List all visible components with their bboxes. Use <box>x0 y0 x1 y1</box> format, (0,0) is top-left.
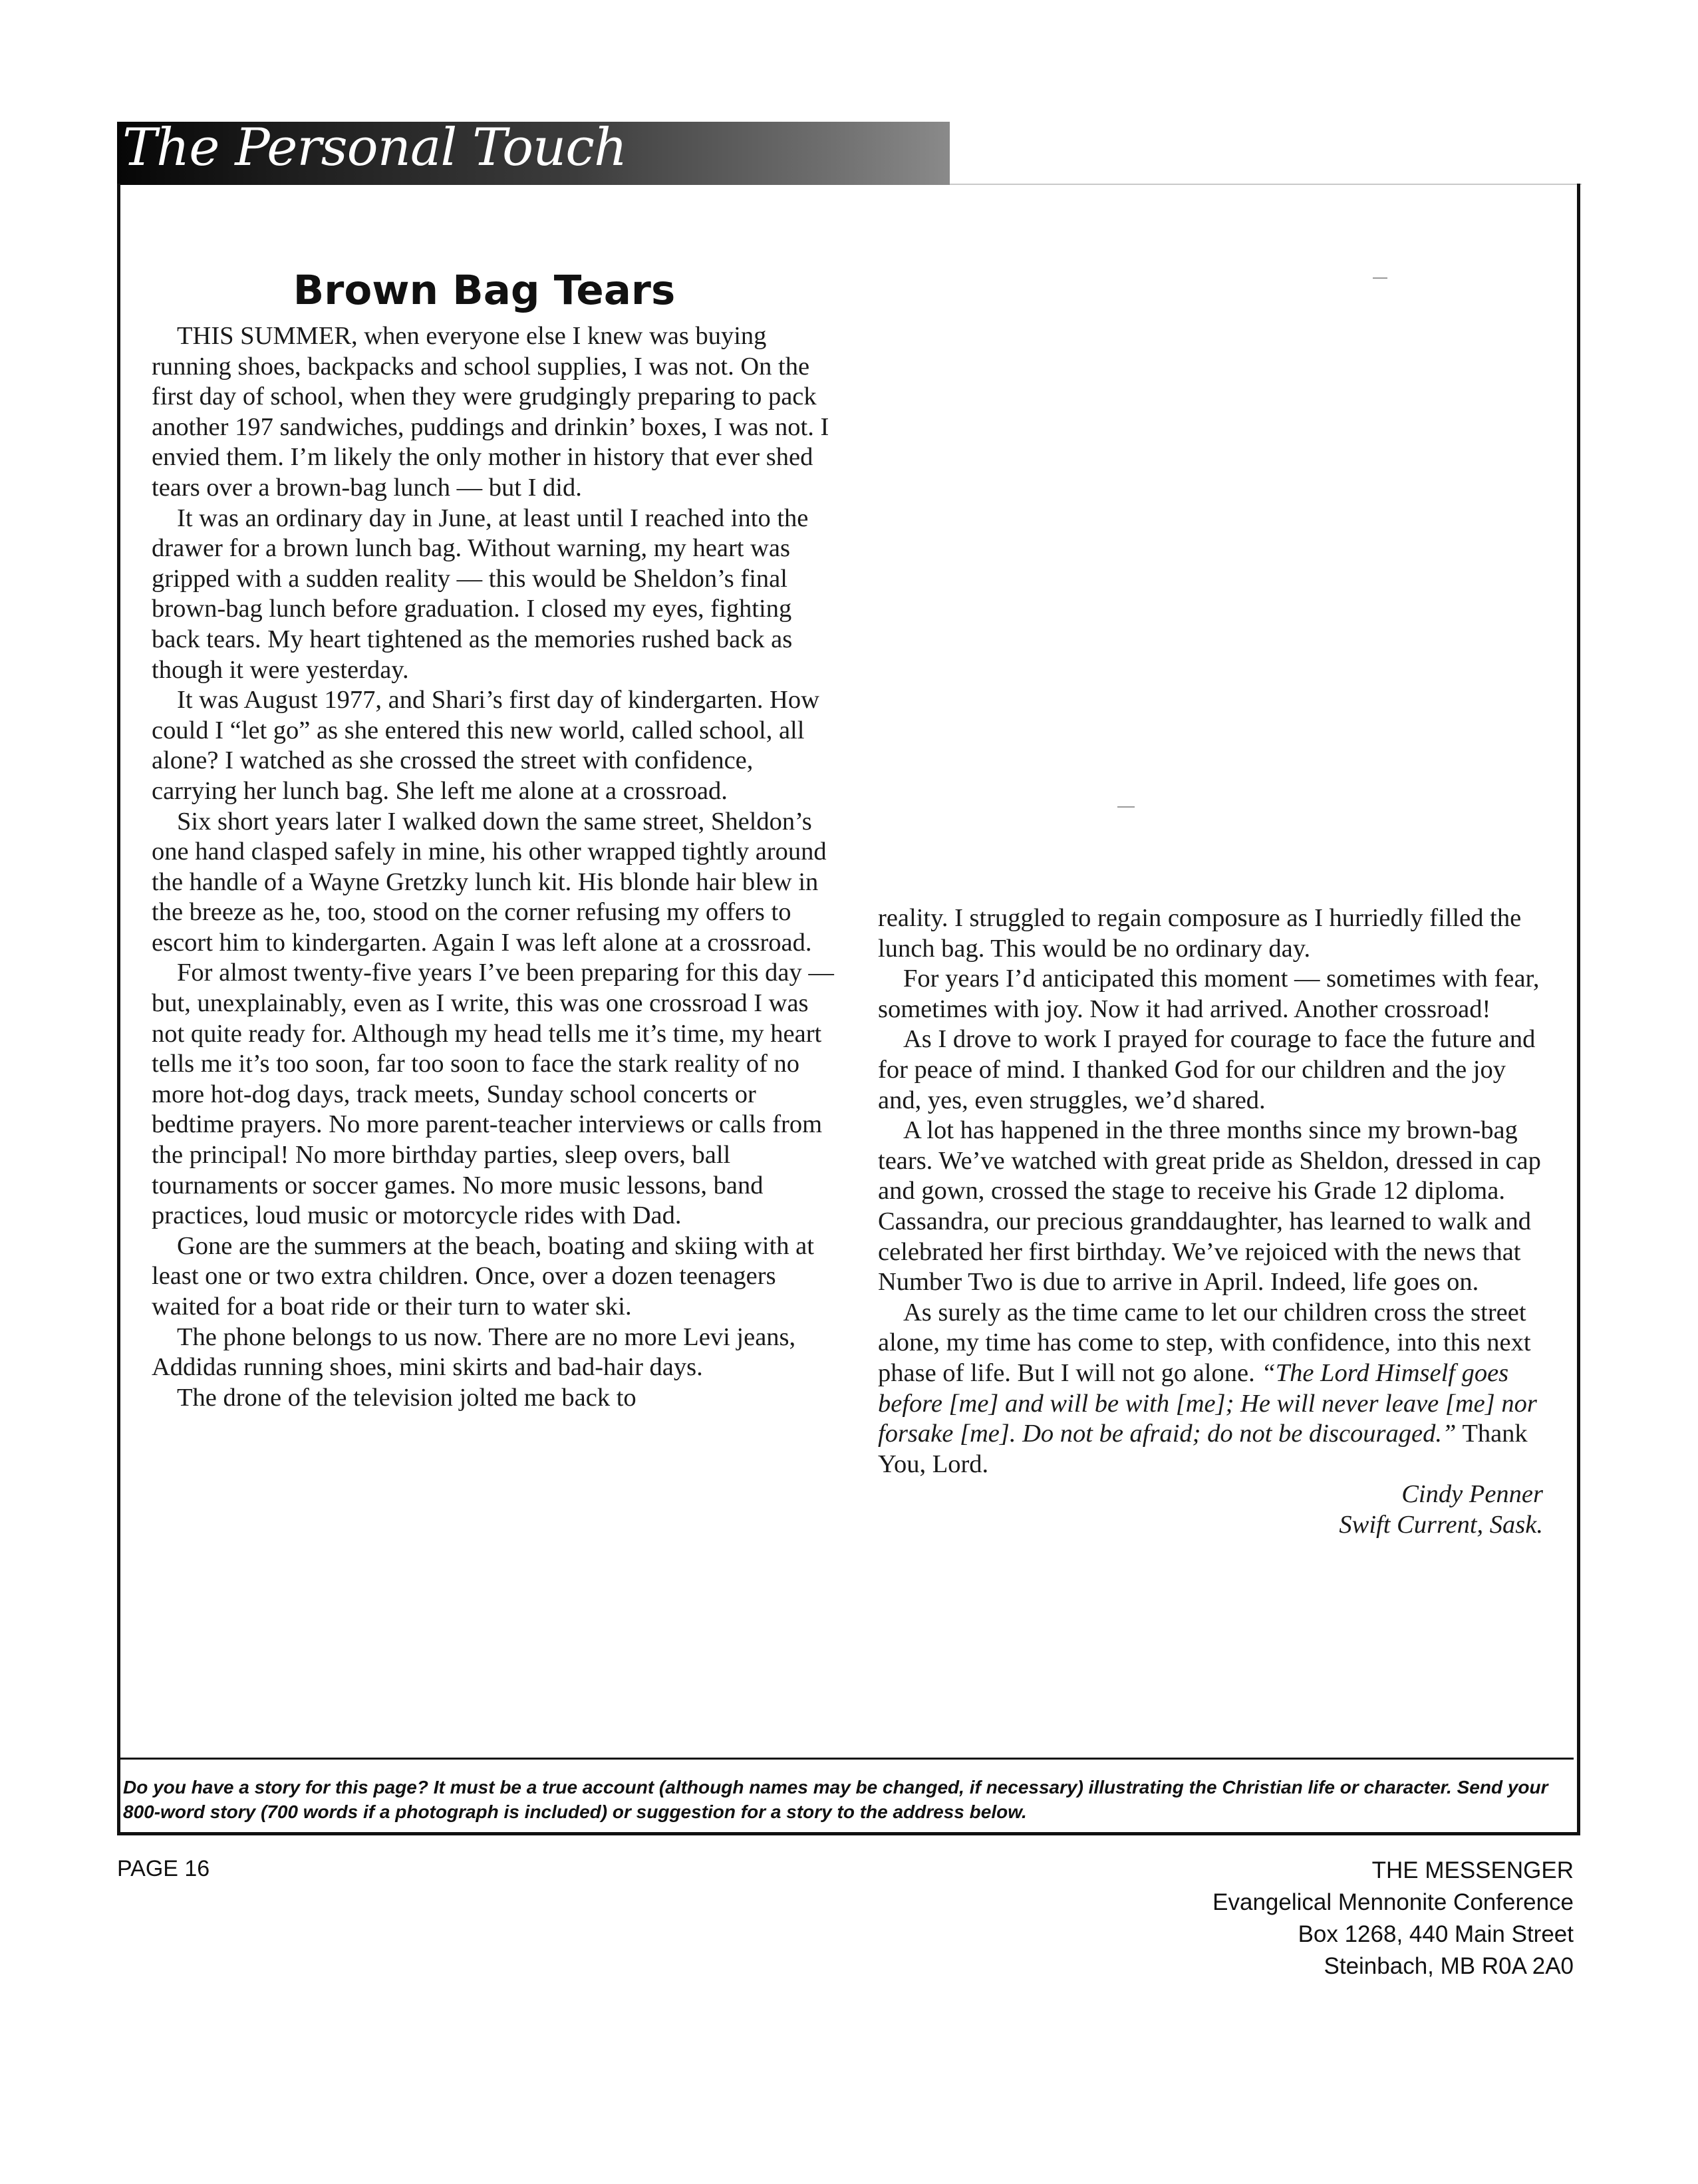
story-paragraph: The drone of the television jolted me back to <box>177 1383 637 1412</box>
street-address: Box 1268, 440 Main Street <box>1298 1921 1574 1947</box>
story-paragraph: Six short years later I walked down the same street, Sheldon’s one hand clasped safely in mine, his other wrapped tightly around the handle of a Wayne Gretzky lunch kit. His blonde hair blew in the breeze as he, too, stood on the corner refusing my offers to escort him to kindergarten. Again I was left alone at a crossroad. <box>152 807 827 957</box>
scan-speck <box>1117 806 1135 808</box>
submission-note: Do you have a story for this page? It must be a true account (although names may be changed, if necessary) illustrating the Christian life or character. Send your 800-word story (700 words if a photograph is included) or suggestion for a story to the address below. <box>123 1777 1548 1822</box>
page-number: PAGE 16 <box>117 1856 210 1881</box>
story-title: Brown Bag Tears <box>293 266 676 314</box>
story-paragraph: It was August 1977, and Shari’s first day of kindergarten. How could I “let go” as she entered this new world, called school, all alone? I watched as she crossed the street with confidence, carrying her lunch bag. She left me alone at a crossroad. <box>152 686 819 805</box>
story-paragraph: For years I’d anticipated this moment — sometimes with fear, sometimes with joy. Now it had arrived. Another crossroad! <box>878 965 1540 1023</box>
organization-name: Evangelical Mennonite Conference <box>1212 1889 1574 1915</box>
author-location: Swift Current, Sask. <box>1339 1510 1543 1539</box>
story-continuation: reality. I struggled to regain composure as I hurriedly filled the lunch bag. This would be no ordinary day. <box>878 904 1522 963</box>
scan-speck <box>1373 277 1387 279</box>
story-paragraph: The phone belongs to us now. There are no more Levi jeans, Addidas running shoes, mini skirts and bad-hair days. <box>152 1323 796 1382</box>
story-left-column <box>152 321 837 1413</box>
mailing-address <box>1212 1855 1574 1982</box>
story-paragraph: As I drove to work I prayed for courage to face the future and for peace of mind. I thanked God for our children and the joy and, yes, even struggles, we’d shared. <box>878 1025 1536 1114</box>
publication-name: THE MESSENGER <box>1371 1857 1574 1883</box>
section-title: The Personal Touch <box>122 118 627 178</box>
closing-thanks: Thank You, Lord. <box>878 1420 1528 1478</box>
story-right-column <box>878 903 1543 1540</box>
story-paragraph: THIS SUMMER, when everyone else I knew was buying running shoes, backpacks and school supplies, I was not. On the first day of school, when they were grudgingly preparing to pack another 197 sandwiches, puddings and drinkin’ boxes, I was not. I envied them. I’m likely the only mother in history that ever shed tears over a brown-bag lunch — but I did. <box>152 322 829 502</box>
author-name: Cindy Penner <box>1401 1480 1543 1509</box>
city-postal: Steinbach, MB R0A 2A0 <box>1324 1953 1574 1979</box>
section-header-bar <box>117 118 950 185</box>
story-paragraph: Gone are the summers at the beach, boating and skiing with at least one or two extra children. Once, over a dozen teenagers waited for a boat ride or their turn to water ski. <box>152 1231 814 1321</box>
story-closing-paragraph <box>878 1298 1543 1480</box>
story-paragraph: For almost twenty-five years I’ve been preparing for this day — but, unexplainably, even as I write, this was one crossroad I was not quite ready for. Although my head tells me it’s time, my heart tells me it’s too soon, far too soon to face the stark reality of no more hot-dog days, track meets, Sunday school concerts or bedtime prayers. No more parent-teacher interviews or calls from the principal! No more birthday parties, sleep overs, ball tournaments or soccer games. No more music lessons, band practices, loud music or motorcycle rides with Dad. <box>152 959 834 1230</box>
closing-intro: As surely as the time came to let our children cross the street alone, my time has come to step, with confidence, into this next phase of life. But I will not go alone. <box>878 1298 1531 1387</box>
story-paragraph: A lot has happened in the three months since my brown-bag tears. We’ve watched with great pride as Sheldon, dressed in cap and gown, crossed the stage to receive his Grade 12 diploma. Cassandra, our precious granddaughter, has learned to walk and celebrated her first birthday. We’ve rejoiced with the news that Number Two is due to arrive in April. Indeed, life goes on. <box>878 1116 1541 1297</box>
scripture-quote: “The Lord Himself goes before [me] and will be with [me]; He will never leave [me] nor forsake [me]. Do not be afraid; do not be discouraged.” <box>878 1358 1537 1448</box>
story-paragraph: It was an ordinary day in June, at least until I reached into the drawer for a brown lunch bag. Without warning, my heart was gripped with a sudden reality — this would be Sheldon’s final brown-bag lunch before graduation. I closed my eyes, fighting back tears. My heart tightened as the memories rushed back as though it were yesterday. <box>152 504 809 684</box>
